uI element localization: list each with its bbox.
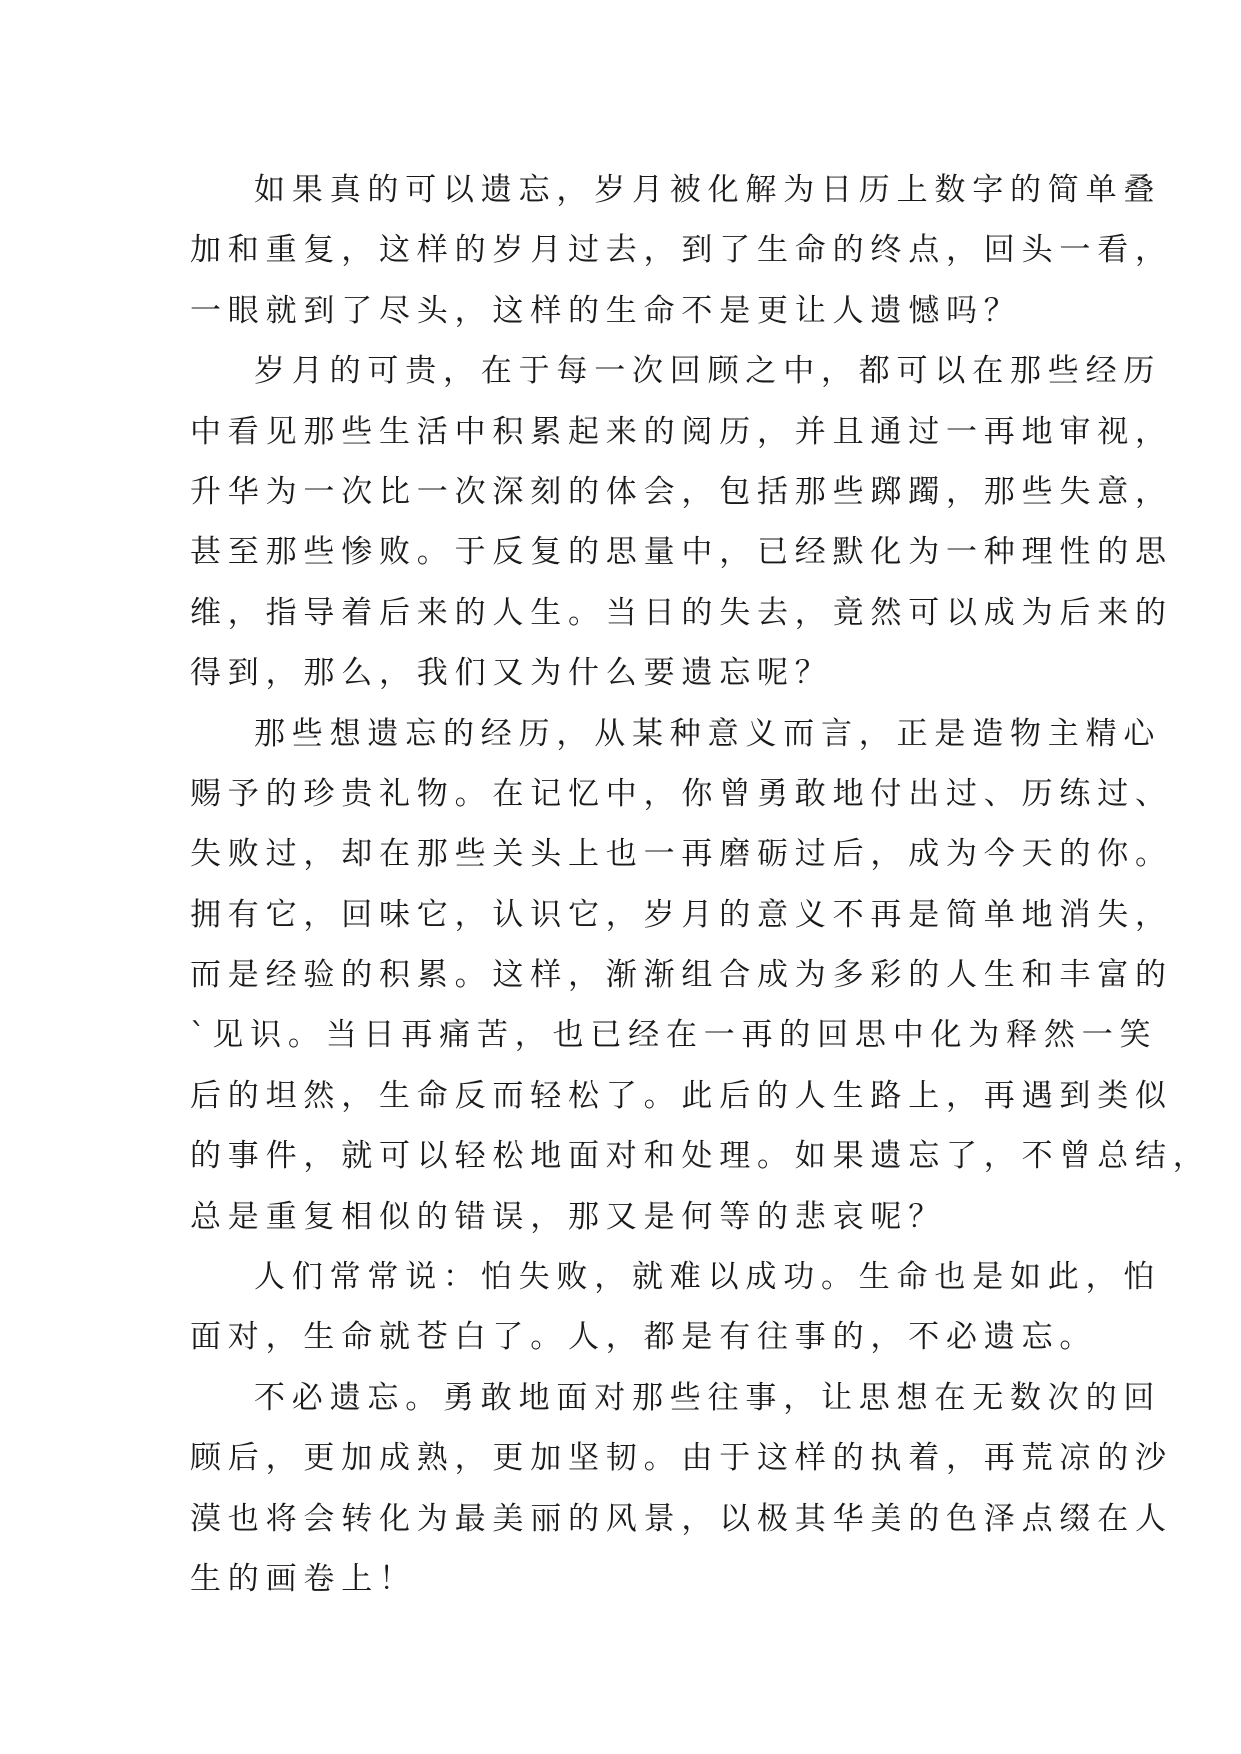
paragraph-line: 生的画卷上！ <box>190 1560 417 1597</box>
paragraph-line: `见识。当日再痛苦，也已经在一再的回思中化为释然一笑 <box>190 1017 1158 1054</box>
paragraph-1 <box>190 160 1173 341</box>
paragraph-5 <box>190 1368 1173 1610</box>
paragraph-line: 失败过，却在那些关头上也一再磨砺过后，成为今天的你。 <box>190 836 1173 873</box>
paragraph-line: 加和重复，这样的岁月过去，到了生命的终点，回头一看， <box>190 232 1173 269</box>
paragraph-line: 漠也将会转化为最美丽的风景，以极其华美的色泽点缀在人 <box>190 1500 1173 1537</box>
paragraph-line: 面对，生命就苍白了。人，都是有往事的，不必遗忘。 <box>190 1319 1098 1356</box>
paragraph-line: 得到，那么，我们又为什么要遗忘呢？ <box>190 655 833 692</box>
paragraph-line: 总是重复相似的错误，那又是何等的悲哀呢？ <box>190 1198 946 1235</box>
paragraph-line: 升华为一次比一次深刻的体会，包括那些踯躅，那些失意， <box>190 473 1173 510</box>
paragraph-line: 的事件，就可以轻松地面对和处理。如果遗忘了，不曾总结， <box>190 1138 1211 1175</box>
paragraph-line: 而是经验的积累。这样，渐渐组合成为多彩的人生和丰富的 <box>190 957 1173 994</box>
paragraph-line: 赐予的珍贵礼物。在记忆中，你曾勇敢地付出过、历练过、 <box>190 775 1173 812</box>
paragraph-line: 人们常常说：怕失败，就难以成功。生命也是如此，怕 <box>254 1259 1162 1296</box>
paragraph-line: 甚至那些惨败。于反复的思量中，已经默化为一种理性的思 <box>190 534 1173 571</box>
essay-body <box>190 160 1211 1609</box>
paragraph-line: 如果真的可以遗忘，岁月被化解为日历上数字的简单叠 <box>254 172 1162 208</box>
paragraph-line: 中看见那些生活中积累起来的阅历，并且通过一再地审视， <box>190 413 1173 450</box>
paragraph-line: 岁月的可贵，在于每一次回顾之中，都可以在那些经历 <box>254 353 1162 390</box>
paragraph-line: 一眼就到了尽头，这样的生命不是更让人遗憾吗？ <box>190 292 1022 329</box>
paragraph-line: 后的坦然，生命反而轻松了。此后的人生路上，再遇到类似 <box>190 1077 1173 1114</box>
paragraph-line: 不必遗忘。勇敢地面对那些往事，让思想在无数次的回 <box>254 1379 1162 1416</box>
paragraph-4 <box>190 1247 1162 1368</box>
paragraph-3 <box>190 704 1211 1248</box>
paragraph-line: 那些想遗忘的经历，从某种意义而言，正是造物主精心 <box>254 715 1162 752</box>
paragraph-line: 拥有它，回味它，认识它，岁月的意义不再是简单地消失， <box>190 896 1173 933</box>
paragraph-line: 顾后，更加成熟，更加坚韧。由于这样的执着，再荒凉的沙 <box>190 1440 1173 1477</box>
paragraph-line: 维，指导着后来的人生。当日的失去，竟然可以成为后来的 <box>190 594 1173 631</box>
paragraph-2 <box>190 341 1173 703</box>
